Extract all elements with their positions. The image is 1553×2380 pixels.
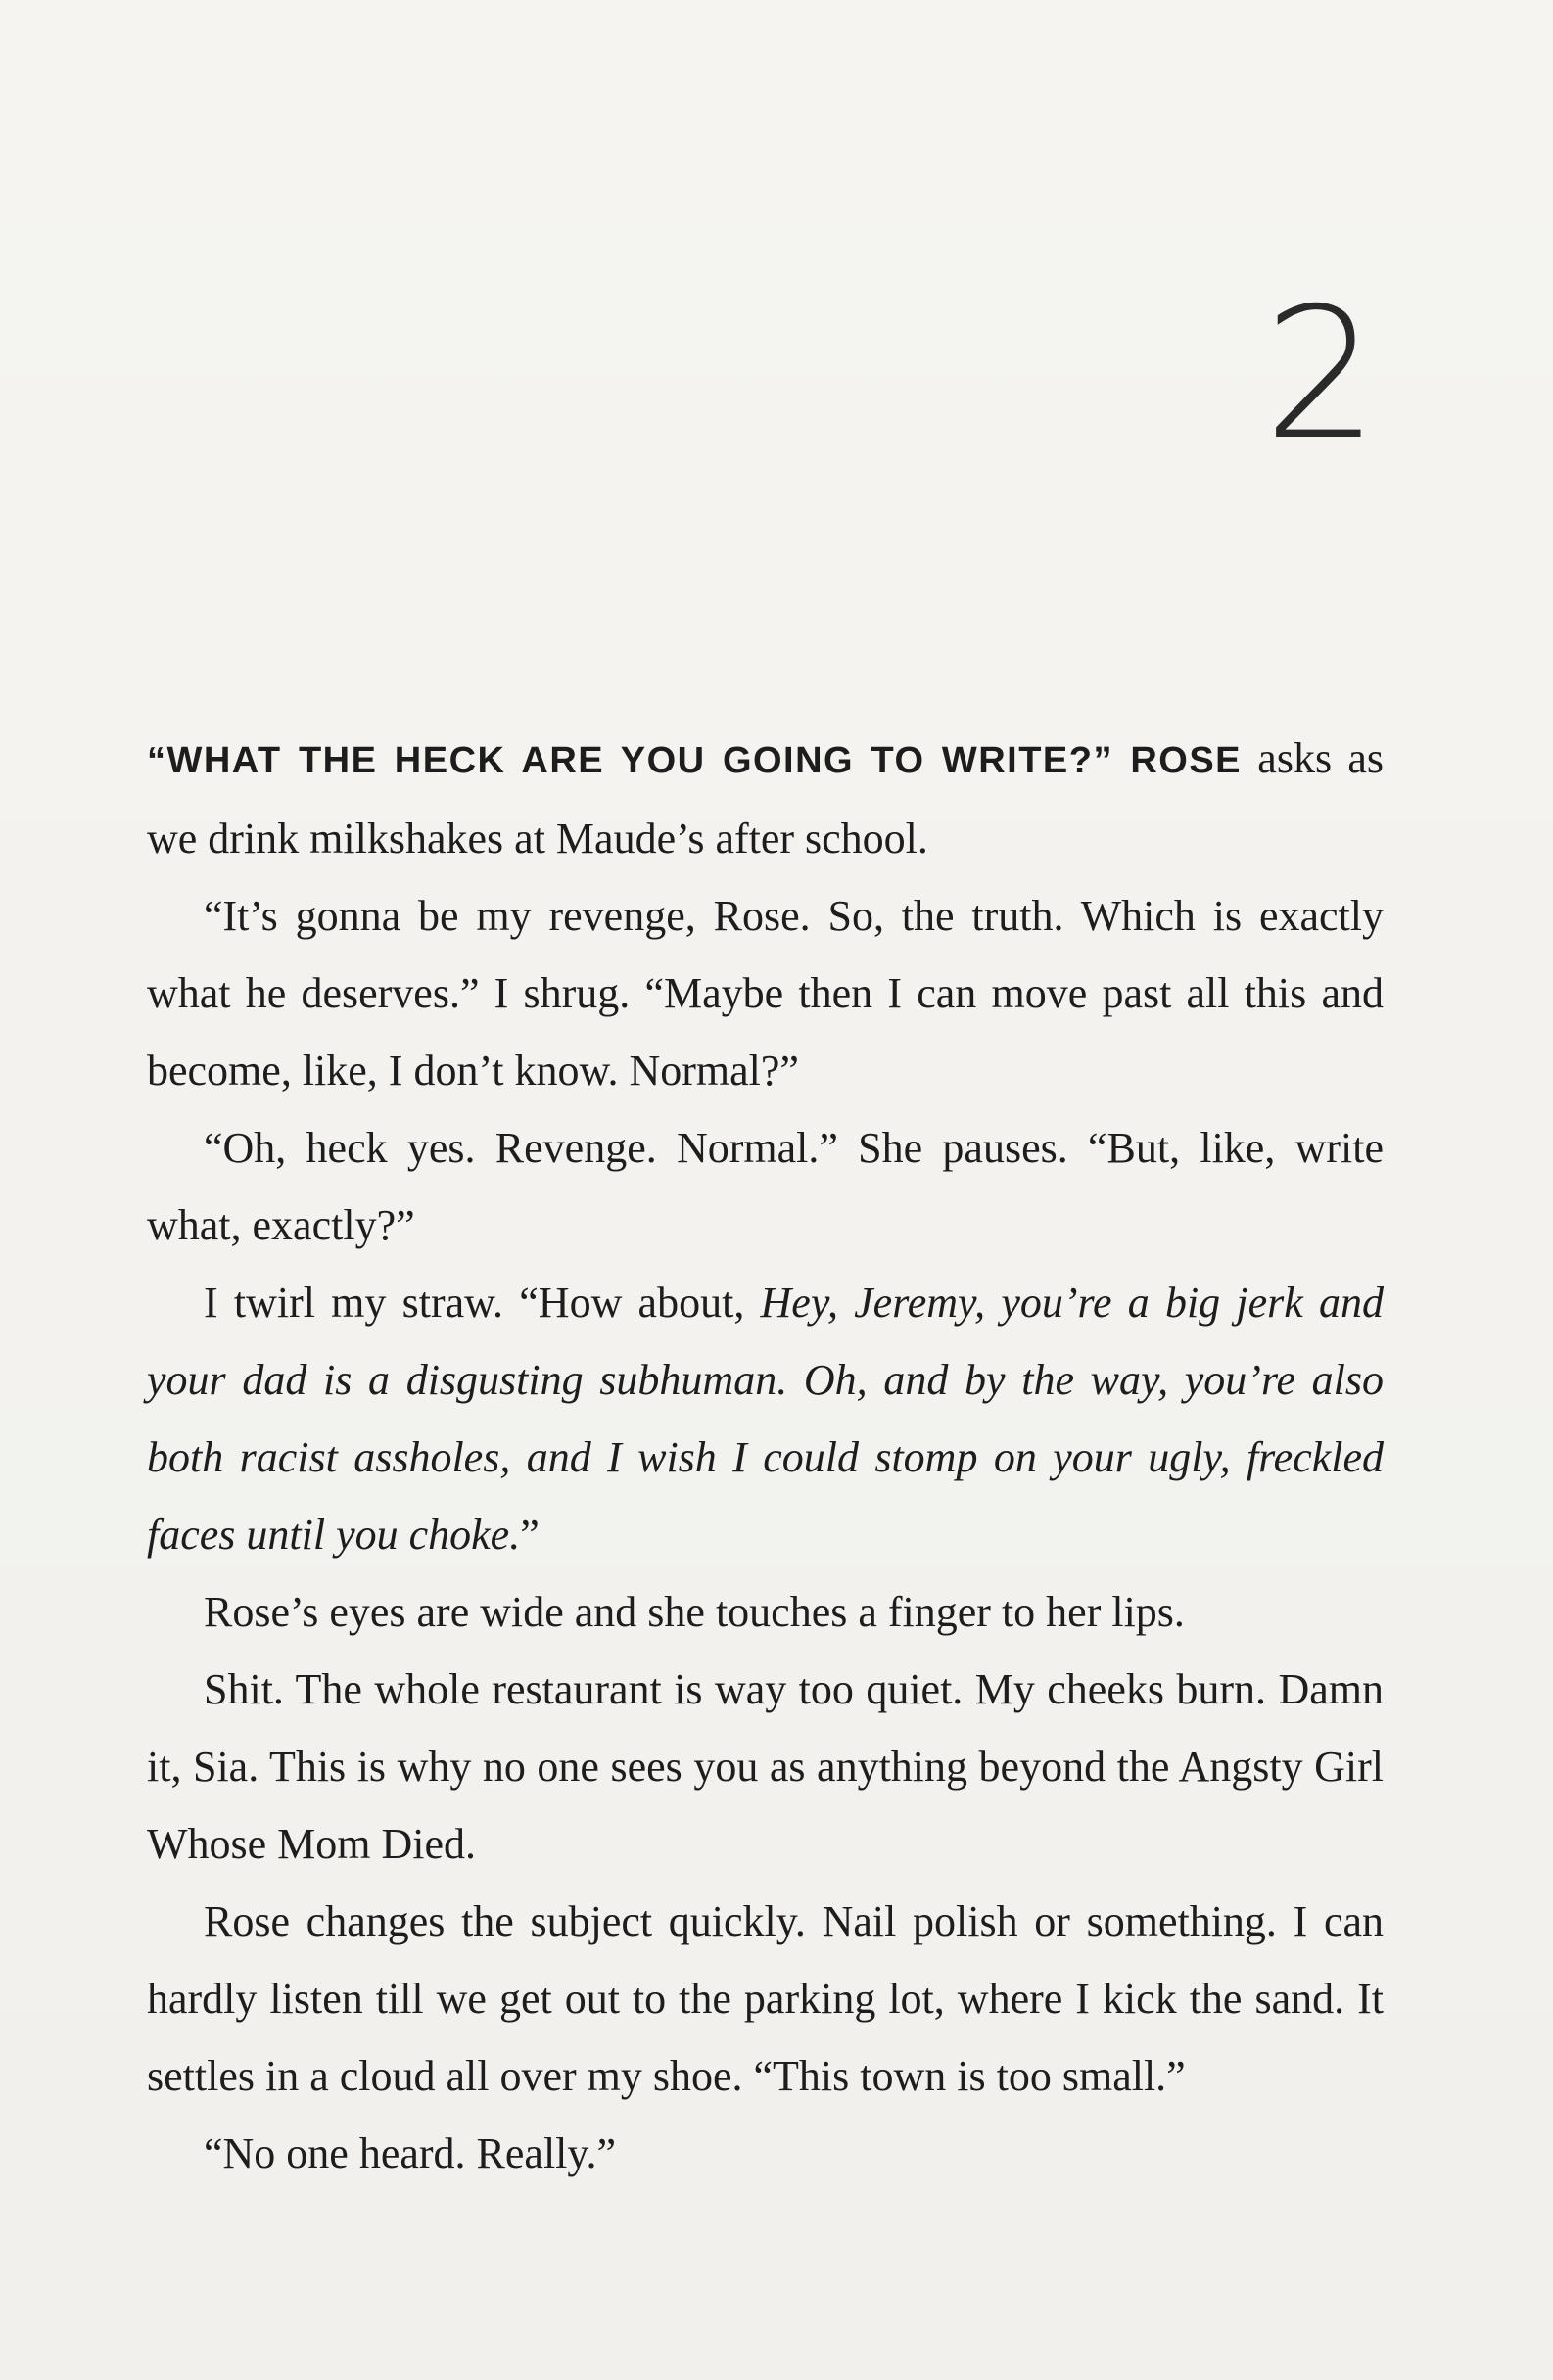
paragraph-1 <box>147 720 1384 877</box>
paragraph-4 <box>147 1264 1384 1573</box>
paragraph-1-text: asks as we drink milkshakes at Maude’s after school. <box>147 734 1384 863</box>
paragraph-4-text-before: I twirl my straw. “How about, <box>204 1279 761 1327</box>
paragraph-2: “It’s gonna be my revenge, Rose. So, the truth. Which is exactly what he deserves.” I shrug. “Maybe then I can move past all this and become, like, I don’t know. Normal?” <box>147 892 1384 1095</box>
paragraph-8: “No one heard. Really.” <box>204 2129 617 2177</box>
paragraph-3: “Oh, heck yes. Revenge. Normal.” She pauses. “But, like, write what, exactly?” <box>147 1124 1384 1249</box>
paragraph-7: Rose changes the subject quickly. Nail polish or something. I can hardly listen till we get out to the parking lot, where I kick the sand. It settles in a cloud all over my shoe. “This town is too small.” <box>147 1897 1384 2100</box>
opening-caps: “WHAT THE HECK ARE YOU GOING TO WRITE?” ROSE <box>147 740 1243 781</box>
paragraph-6: Shit. The whole restaurant is way too quiet. My cheeks burn. Damn it, Sia. This is why no one sees you as anything beyond the Angsty Girl Whose Mom Died. <box>147 1665 1384 1868</box>
chapter-number: 2 <box>1263 268 1379 480</box>
paragraph-4-italic: Hey, Jeremy, you’re a big jerk and your dad is a disgusting subhuman. Oh, and by the way, you’re also both racist assholes, and I wish I could stomp on your ugly, freckled faces until you choke. <box>147 1279 1384 1559</box>
paragraph-5: Rose’s eyes are wide and she touches a finger to her lips. <box>204 1588 1185 1636</box>
chapter-body <box>147 720 1384 2192</box>
paragraph-4-text-after: ” <box>520 1511 540 1559</box>
